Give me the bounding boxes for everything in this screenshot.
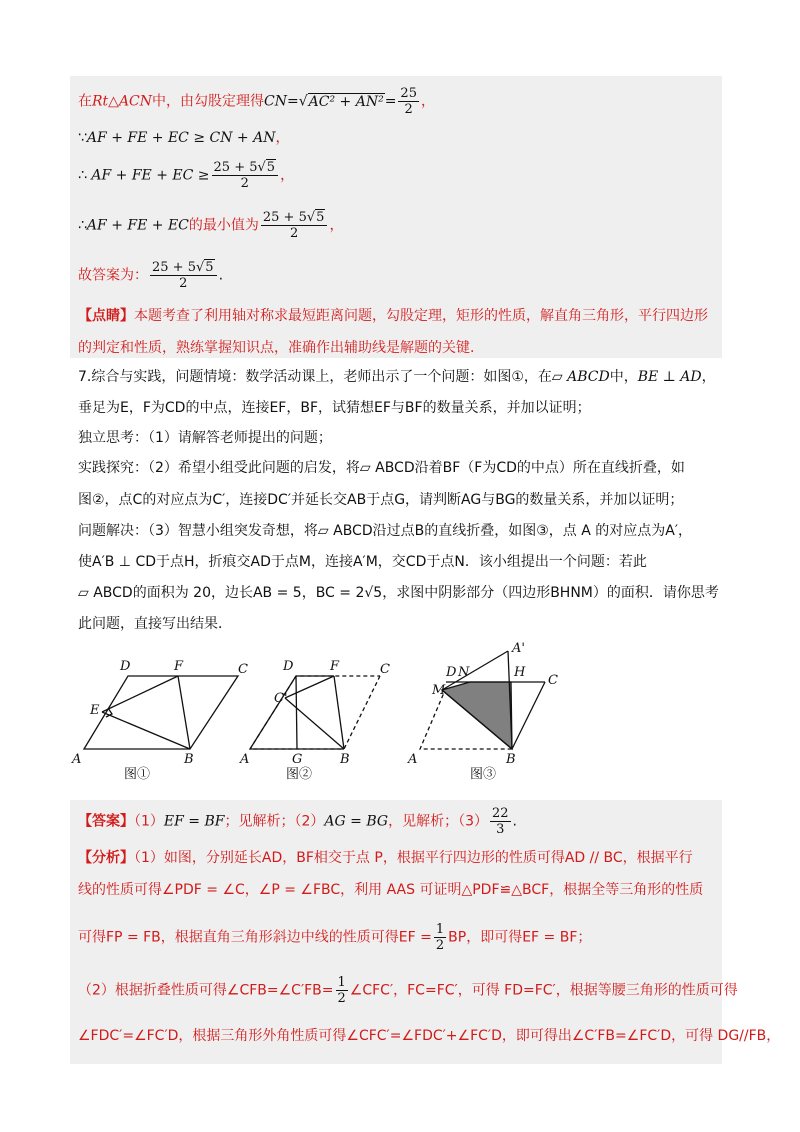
problem-line-4: 实践探究：（2）希望小组受此问题的启发，将▱ ABCD沿着BF（F为CD的中点）所在直线折叠，如 — [78, 460, 685, 476]
fig1-label-a: A — [72, 752, 82, 767]
problem-line-2: 垂足为E，F为CD的中点，连接EF，BF，试猜想EF与BF的数量关系，并加以证明； — [78, 400, 591, 416]
fraction-one-half-2: $\frac{1}{2}$ — [337, 975, 346, 1006]
solution-line-3: ∴ AF + FE + EC ≥ $\frac{25 + 5√5}{2}$ ， — [78, 160, 295, 191]
problem-line-8: ▱ ABCD的面积为 20，边长AB = 5，BC = 2√5，求图中阴影部分（四边形BHNM）的面积．请你思考 — [78, 585, 719, 601]
fig2-label-a: A — [240, 752, 250, 767]
fig2-label-c: C — [380, 662, 390, 677]
analysis-line-4: （2）根据折叠性质可得∠CFB=∠C′FB= $\frac{1}{2}$ ∠CFC′，FC=FC′，可得 FD=FC′，根据等腰三角形的性质可得 — [78, 975, 738, 1006]
geometry-figures — [0, 630, 800, 790]
analysis-line-3: 可得FP = FB，根据直角三角形斜边中线的性质可得EF = $\frac{1}{2}$ BP，即可得EF = BF； — [78, 922, 592, 953]
fraction-min-value-2: $\frac{25 + 5√5}{2}$ — [261, 210, 328, 241]
problem-line-6: 问题解决：（3）智慧小组突发奇想，将▱ ABCD沿过点B的直线折叠，如图③，点 A 的对应点为A′， — [78, 523, 693, 539]
fig2-segment-fc — [285, 676, 334, 698]
fig2-segment-ad — [250, 676, 296, 749]
fig1-label-d: D — [120, 659, 131, 674]
problem-line-3: 独立思考：（1）请解答老师提出的问题； — [78, 430, 332, 446]
fig2-label-cprime: C' — [274, 691, 288, 706]
fig1-parallelogram — [84, 676, 238, 749]
analysis-line-5: ∠FDC′=∠FC′D，根据三角形外角性质可得∠CFC′=∠FDC′+∠FC′D，即可得出∠C′FB=∠FC′D，可得 DG//FB， — [78, 1028, 781, 1044]
solution-line-1: 在Rt△ACN中，由勾股定理得CN=√AC² + AN²= $\frac{25}{2}$ ， — [78, 86, 435, 117]
figure-3 — [420, 651, 545, 749]
comment-line-2: 的判定和性质，熟练掌握知识点，准确作出辅助线是解题的关键. — [78, 340, 475, 356]
fig2-label-d: D — [283, 659, 294, 674]
fraction-answer-prev: $\frac{25 + 5√5}{2}$ — [150, 260, 217, 291]
comment-line-1: 【点睛】本题考查了利用轴对称求最短距离问题，勾股定理，矩形的性质，解直角三角形，平行四边形 — [78, 308, 708, 324]
fig2-caption: 图② — [286, 767, 313, 782]
fig3-segment-cb — [512, 682, 545, 749]
problem-line-1: 7.综合与实践，问题情境：数学活动课上，老师出示了一个问题：如图①，在▱ ABCD中，BE ⊥ AD， — [78, 369, 716, 385]
fraction-25-over-2: $\frac{25}{2}$ — [400, 86, 417, 117]
answer-line: 【答案】（1）EF = BF；见解析；（2）AG = BG，见解析；（3） $\frac{22}{3}$ . — [78, 806, 517, 837]
fig2-label-f: F — [330, 659, 340, 674]
solution-line-4: ∴AF + FE + EC的最小值为 $\frac{25 + 5√5}{2}$ ， — [78, 210, 344, 241]
fig3-label-aprime: A' — [512, 641, 525, 656]
figure-1 — [84, 676, 238, 749]
fig1-segment-be — [102, 712, 190, 749]
fig1-label-e: E — [90, 703, 100, 718]
fig3-shaded-bhnm — [442, 682, 512, 749]
fig2-label-g: G — [292, 752, 303, 767]
fig1-segment-ef — [102, 676, 178, 712]
fig3-label-h: H — [514, 665, 526, 680]
figure-2 — [250, 676, 380, 749]
solution-line-5: 故答案为： $\frac{25 + 5√5}{2}$ . — [78, 260, 224, 291]
fig2-segment-bc — [285, 698, 344, 749]
problem-line-9: 此问题，直接写出结果． — [78, 616, 232, 632]
analysis-line-1: 【分析】（1）如图，分别延长AD，BF相交于点 P，根据平行四边形的性质可得AD // BC，根据平行 — [78, 850, 693, 866]
fig2-segment-dg — [296, 676, 297, 749]
problem-line-5: 图②，点C的对应点为C′，连接DC′并延长交AB于点G，请判断AG与BG的数量关系，并加以证明； — [78, 492, 684, 508]
fig1-segment-bf — [178, 676, 190, 749]
fig3-label-n: N — [458, 665, 470, 680]
fig3-caption: 图③ — [470, 767, 497, 782]
fig3-label-m: M — [432, 683, 446, 698]
fraction-one-half: $\frac{1}{2}$ — [435, 922, 445, 953]
fig1-label-c: C — [238, 662, 248, 677]
fig1-label-b: B — [184, 752, 194, 767]
fig3-label-b: B — [506, 752, 516, 767]
fig3-label-c: C — [548, 673, 558, 688]
fig2-parallelogram-dashed — [250, 676, 380, 749]
analysis-line-2: 线的性质可得∠PDF = ∠C，∠P = ∠FBC，利用 AAS 可证明△PDF≌△BCF，根据全等三角形的性质 — [78, 882, 704, 898]
fraction-answer-22-over-3: $\frac{22}{3}$ — [492, 806, 509, 837]
fig3-label-d: D — [446, 665, 457, 680]
fig1-caption: 图① — [124, 767, 151, 782]
fig1-label-f: F — [174, 659, 184, 674]
fig2-segment-bf — [334, 676, 344, 749]
problem-line-7: 使A′B ⊥ CD于点H，折痕交AD于点M，连接A′M，交CD于点N．该小组提出一个问题：若此 — [78, 554, 647, 570]
fig2-label-b: B — [340, 752, 350, 767]
fig3-label-a: A — [408, 752, 418, 767]
fraction-min-value: $\frac{25 + 5√5}{2}$ — [212, 160, 279, 191]
solution-line-2: ∵AF + FE + EC ≥ CN + AN， — [78, 130, 290, 146]
